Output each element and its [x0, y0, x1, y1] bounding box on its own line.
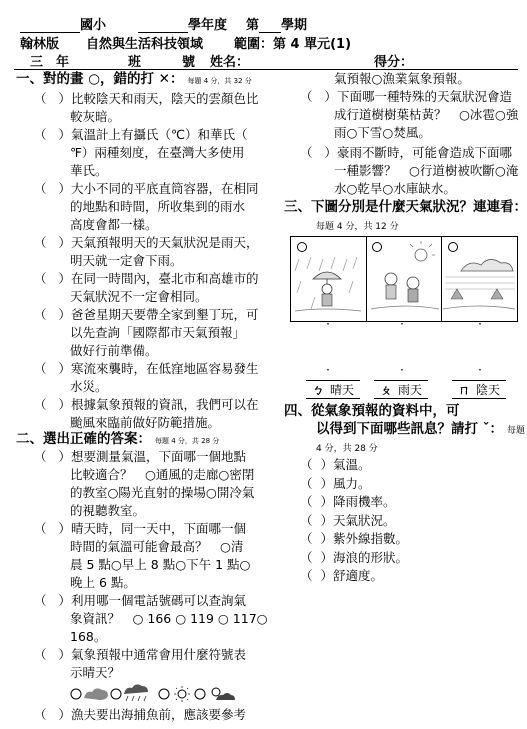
option-circle[interactable] — [111, 689, 121, 699]
link-dot[interactable]: · — [478, 362, 482, 377]
question-text: 華氏。 — [70, 163, 108, 178]
question-line — [70, 556, 250, 574]
term-line — [246, 14, 307, 33]
question-text: 時間的氣溫可能會最高？ ○清 — [70, 539, 244, 554]
section1-note: 每題 4 分，共 32 分 — [187, 77, 252, 85]
question-text: 晚上 6 點。 — [70, 575, 136, 590]
question-text: 比較適合？ ○通風的走廊○密閉 — [70, 467, 255, 482]
question-line — [70, 288, 208, 306]
sun-cloud-symbol — [212, 688, 235, 700]
weather-picture-frame — [290, 236, 518, 322]
link-dot[interactable]: · — [478, 316, 482, 331]
answer-paren[interactable]: （ — [34, 127, 47, 142]
checklist-item: （ ）風力。 — [300, 475, 371, 491]
question-line: （ ）氣象預報中通常會用什麼符號表 — [34, 647, 246, 662]
question-line: （ ）大小不同的平底直筒容器，在相同 — [34, 181, 259, 196]
question-text: 的教室○陽光直射的操場○開冷氣 — [70, 485, 255, 500]
question-line — [70, 324, 245, 342]
option-circle[interactable] — [195, 689, 205, 699]
answer-paren[interactable]: （ — [300, 89, 313, 104]
section4-title: 四、從氣象預報的資料中，可 — [284, 403, 460, 419]
info-item: 天氣狀況。 — [332, 512, 396, 528]
term-prefix: 第 — [246, 18, 260, 33]
question-text: 高度會都一樣。 — [70, 217, 158, 232]
weather-symbol-options — [70, 684, 250, 704]
info-item: 舒適度。 — [332, 568, 383, 583]
school-label: 國小 — [80, 18, 107, 33]
cloudy-picture — [443, 243, 515, 310]
answer-paren[interactable]: （ — [34, 307, 47, 322]
question-line — [70, 574, 136, 592]
question-text: 比較陰天和雨天，陰天的雲顏色比 — [70, 91, 259, 106]
link-dot[interactable]: · — [326, 362, 330, 377]
check-paren[interactable]: （ — [300, 531, 313, 546]
question-text: 以先查詢「國際都市天氣預報」 — [70, 325, 246, 340]
section3-note: 每題 4 分，共 12 分 — [316, 222, 399, 232]
question-line — [70, 610, 268, 628]
question-text: ℉）兩種刻度，在臺灣大多使用 — [70, 145, 245, 160]
question-line — [70, 162, 108, 180]
section3-heading — [284, 198, 527, 216]
section1-heading — [16, 70, 252, 90]
question-line: （ ）爸爸星期天要帶全家到墾丁玩，可 — [34, 307, 259, 322]
number-label: 號 — [182, 55, 196, 70]
score-line — [374, 51, 493, 70]
question-line — [70, 252, 183, 270]
checklist-item: （ ）氣溫。 — [300, 457, 371, 472]
question-text: 明天就一定會下雨。 — [70, 253, 183, 268]
question-text: 示晴天？ — [70, 665, 121, 680]
sun-symbol — [174, 686, 190, 702]
answer-paren[interactable]: （ — [34, 181, 47, 196]
info-item: 海浪的形狀。 — [332, 549, 408, 565]
question-text: 氣溫計上有攝氏（℃）和華氏（ — [70, 127, 248, 142]
grade-label: 三 年 — [30, 55, 70, 70]
question-line: （ ）豪雨不斷時，可能會造成下面哪 — [300, 145, 512, 160]
name-label: 姓名： — [210, 55, 250, 70]
rain-cloud-symbol — [124, 684, 148, 701]
choice-sunny[interactable] — [306, 380, 360, 399]
scope: 範圍：第 4 單元(1) — [234, 37, 352, 52]
number-line — [148, 51, 195, 70]
sunny-picture — [371, 241, 439, 309]
question-line — [70, 144, 244, 162]
info-item: 降雨機率。 — [332, 494, 396, 509]
question-text: 168。 — [70, 629, 107, 644]
checklist-item: （ ）紫外線指數。 — [300, 531, 408, 546]
link-dot[interactable]: · — [400, 362, 404, 377]
question-line — [70, 502, 145, 520]
section4-note: 4 分，共 28 分 — [316, 444, 378, 454]
section4-heading2 — [316, 420, 525, 440]
check-paren[interactable]: （ — [300, 549, 313, 565]
link-dot[interactable]: · — [326, 316, 330, 331]
question-line — [334, 162, 518, 180]
question-text: 氣預報○漁業氣象預報。 — [334, 71, 470, 86]
question-line — [70, 108, 120, 126]
choice-symbol: ㄆ — [380, 383, 393, 397]
question-text: 水○乾旱○水庫缺水。 — [334, 181, 456, 196]
check-paren[interactable]: （ — [300, 512, 313, 528]
school-line — [20, 14, 106, 33]
question-text: 較灰暗。 — [70, 109, 121, 124]
section2-heading — [16, 430, 219, 450]
question-line — [70, 378, 108, 396]
question-text: 象資訊？ ○ 166 ○ 119 ○ 117○ — [70, 611, 268, 626]
answer-paren[interactable]: （ — [34, 593, 47, 608]
section3-title: 三、下圖分別是什麼天氣狀況？連連看： — [284, 199, 527, 215]
question-text: 的地點和時間，所收集到的雨水 — [70, 199, 246, 214]
checklist-item: （ ）舒適度。 — [300, 568, 383, 583]
question-text: 下面哪一種特殊的天氣狀況會造 — [336, 89, 512, 104]
section2-title: 二、選出正確的答案： — [16, 431, 151, 447]
section3-note-line — [316, 216, 399, 236]
answer-paren[interactable]: （ — [34, 647, 47, 662]
question-line — [70, 664, 120, 682]
option-circle[interactable] — [71, 689, 81, 699]
section1-title: 一、對的畫 ○，錯的打 ✕： — [16, 71, 184, 87]
question-text: 晨 5 點○早上 8 點○下午 1 點○ — [70, 557, 251, 572]
checklist-item: （ ）天氣狀況。 — [300, 512, 396, 528]
question-line — [334, 106, 518, 124]
question-text: 做好行前準備。 — [70, 343, 158, 358]
answer-paren[interactable]: （ — [34, 521, 47, 536]
checklist-item: （ ）降雨機率。 — [300, 494, 396, 509]
question-line: （ ）在同一時間內，臺北市和高雄市的 — [34, 271, 259, 286]
subject: 自然與生活科技領域 — [86, 37, 204, 52]
choice-symbol: ㄅ — [312, 383, 325, 397]
question-line: （ ）利用哪一個電話號碼可以查詢氣 — [34, 593, 246, 608]
class-label: 班 — [128, 55, 142, 70]
year-line — [138, 14, 227, 33]
question-line: （ ）晴天時，同一天中，下面哪一個 — [34, 521, 246, 536]
section4-note-line — [316, 438, 378, 458]
weather-pictures — [291, 237, 517, 321]
question-text: 寒流來襲時，在低窪地區容易發生 — [70, 361, 259, 376]
year-label: 學年度 — [188, 18, 228, 33]
info-item: 氣溫。 — [332, 457, 371, 472]
check-paren[interactable]: （ — [300, 568, 313, 583]
question-text: 利用哪一個電話號碼可以查詢氣 — [70, 593, 246, 608]
answer-paren[interactable]: （ — [34, 361, 47, 376]
question-line — [334, 70, 470, 88]
question-line — [70, 216, 158, 234]
check-paren[interactable]: （ — [300, 457, 313, 472]
answer-paren[interactable]: （ — [34, 397, 47, 412]
section2-note: 每題 4 分，共 28 分 — [154, 437, 220, 445]
choice-rainy[interactable] — [374, 380, 428, 399]
question-line: （ ）下面哪一種特殊的天氣狀況會造 — [300, 89, 512, 104]
section4-note-inline: 每題 — [506, 426, 525, 436]
score-label: 得分： — [374, 55, 414, 70]
question-line — [70, 628, 106, 646]
answer-paren[interactable]: （ — [300, 145, 313, 160]
question-text: 天氣預報明天的天氣狀況是雨天， — [70, 235, 259, 250]
answer-paren[interactable]: （ — [34, 235, 47, 250]
question-text: 漁夫要出海捕魚前，應該要參考 — [70, 707, 246, 722]
question-text: 成行道樹樹葉枯黃？ ○冰雹○強 — [334, 107, 519, 122]
question-line: （ ）氣溫計上有攝氏（℃）和華氏（ — [34, 127, 248, 142]
question-line: （ ）寒流來襲時，在低窪地區容易發生 — [34, 361, 259, 376]
question-text: 根據氣象預報的資訊，我們可以在 — [70, 397, 259, 412]
question-line: （ ）天氣預報明天的天氣狀況是雨天， — [34, 235, 259, 250]
cloud-symbol — [84, 688, 108, 700]
question-text: 一種影響？ ○行道樹被吹斷○淹 — [334, 163, 519, 178]
answer-paren[interactable]: （ — [34, 91, 47, 106]
question-line — [70, 342, 158, 360]
question-line: （ ）根據氣象預報的資訊，我們可以在 — [34, 397, 259, 412]
check-paren[interactable]: （ — [300, 494, 313, 509]
question-line: （ ）漁夫要出海捕魚前，應該要參考 — [34, 707, 246, 722]
info-item: 紫外線指數。 — [332, 531, 408, 546]
choice-cloudy[interactable] — [452, 380, 506, 399]
class-line — [88, 51, 141, 70]
question-line — [70, 484, 254, 502]
answer-paren[interactable]: （ — [34, 271, 47, 286]
link-dot[interactable]: · — [400, 316, 404, 331]
question-line — [70, 466, 254, 484]
question-text: 大小不同的平底直筒容器，在相同 — [70, 181, 259, 196]
choice-label: 晴天 — [330, 383, 355, 397]
info-item: 風力。 — [332, 475, 371, 491]
name-line — [210, 51, 349, 70]
choice-label: 陰天 — [476, 383, 501, 397]
question-line — [334, 180, 456, 198]
question-text: 的視聽教室。 — [70, 503, 146, 518]
question-text: 在同一時間內，臺北市和高雄市的 — [70, 271, 259, 286]
question-text: 颱風來臨前做好防範措施。 — [70, 415, 221, 430]
term-suffix: 學期 — [281, 18, 308, 33]
option-circle[interactable] — [159, 689, 169, 699]
edition: 翰林版 — [20, 37, 60, 52]
question-line — [70, 198, 245, 216]
question-text: 水災。 — [70, 379, 108, 394]
question-text: 天氣狀況不一定會相同。 — [70, 289, 208, 304]
section4-heading — [284, 402, 460, 420]
question-line — [70, 538, 243, 556]
checklist-item: （ ）海浪的形狀。 — [300, 549, 408, 565]
rain-picture — [295, 243, 361, 312]
question-line: （ ）比較陰天和雨天，陰天的雲顏色比 — [34, 91, 259, 106]
check-paren[interactable]: （ — [300, 475, 313, 491]
question-text: 想要測量氣溫，下面哪一個地點 — [70, 449, 246, 464]
question-text: 豪雨不斷時，可能會造成下面哪 — [336, 145, 512, 160]
choice-label: 雨天 — [398, 383, 423, 397]
answer-paren[interactable]: （ — [34, 707, 47, 722]
question-text: 晴天時，同一天中，下面哪一個 — [70, 521, 246, 536]
choice-symbol: ㄇ — [458, 383, 471, 397]
answer-paren[interactable]: （ — [34, 449, 47, 464]
question-text: 雨○下雪○焚風。 — [334, 125, 431, 140]
question-line — [334, 124, 431, 142]
question-text: 氣象預報中通常會用什麼符號表 — [70, 647, 246, 662]
question-line: （ ）想要測量氣溫，下面哪一個地點 — [34, 449, 246, 464]
section4-title2: 以得到下面哪些訊息？請打 ˇ： — [316, 421, 503, 437]
question-text: 爸爸星期天要帶全家到墾丁玩，可 — [70, 307, 259, 322]
